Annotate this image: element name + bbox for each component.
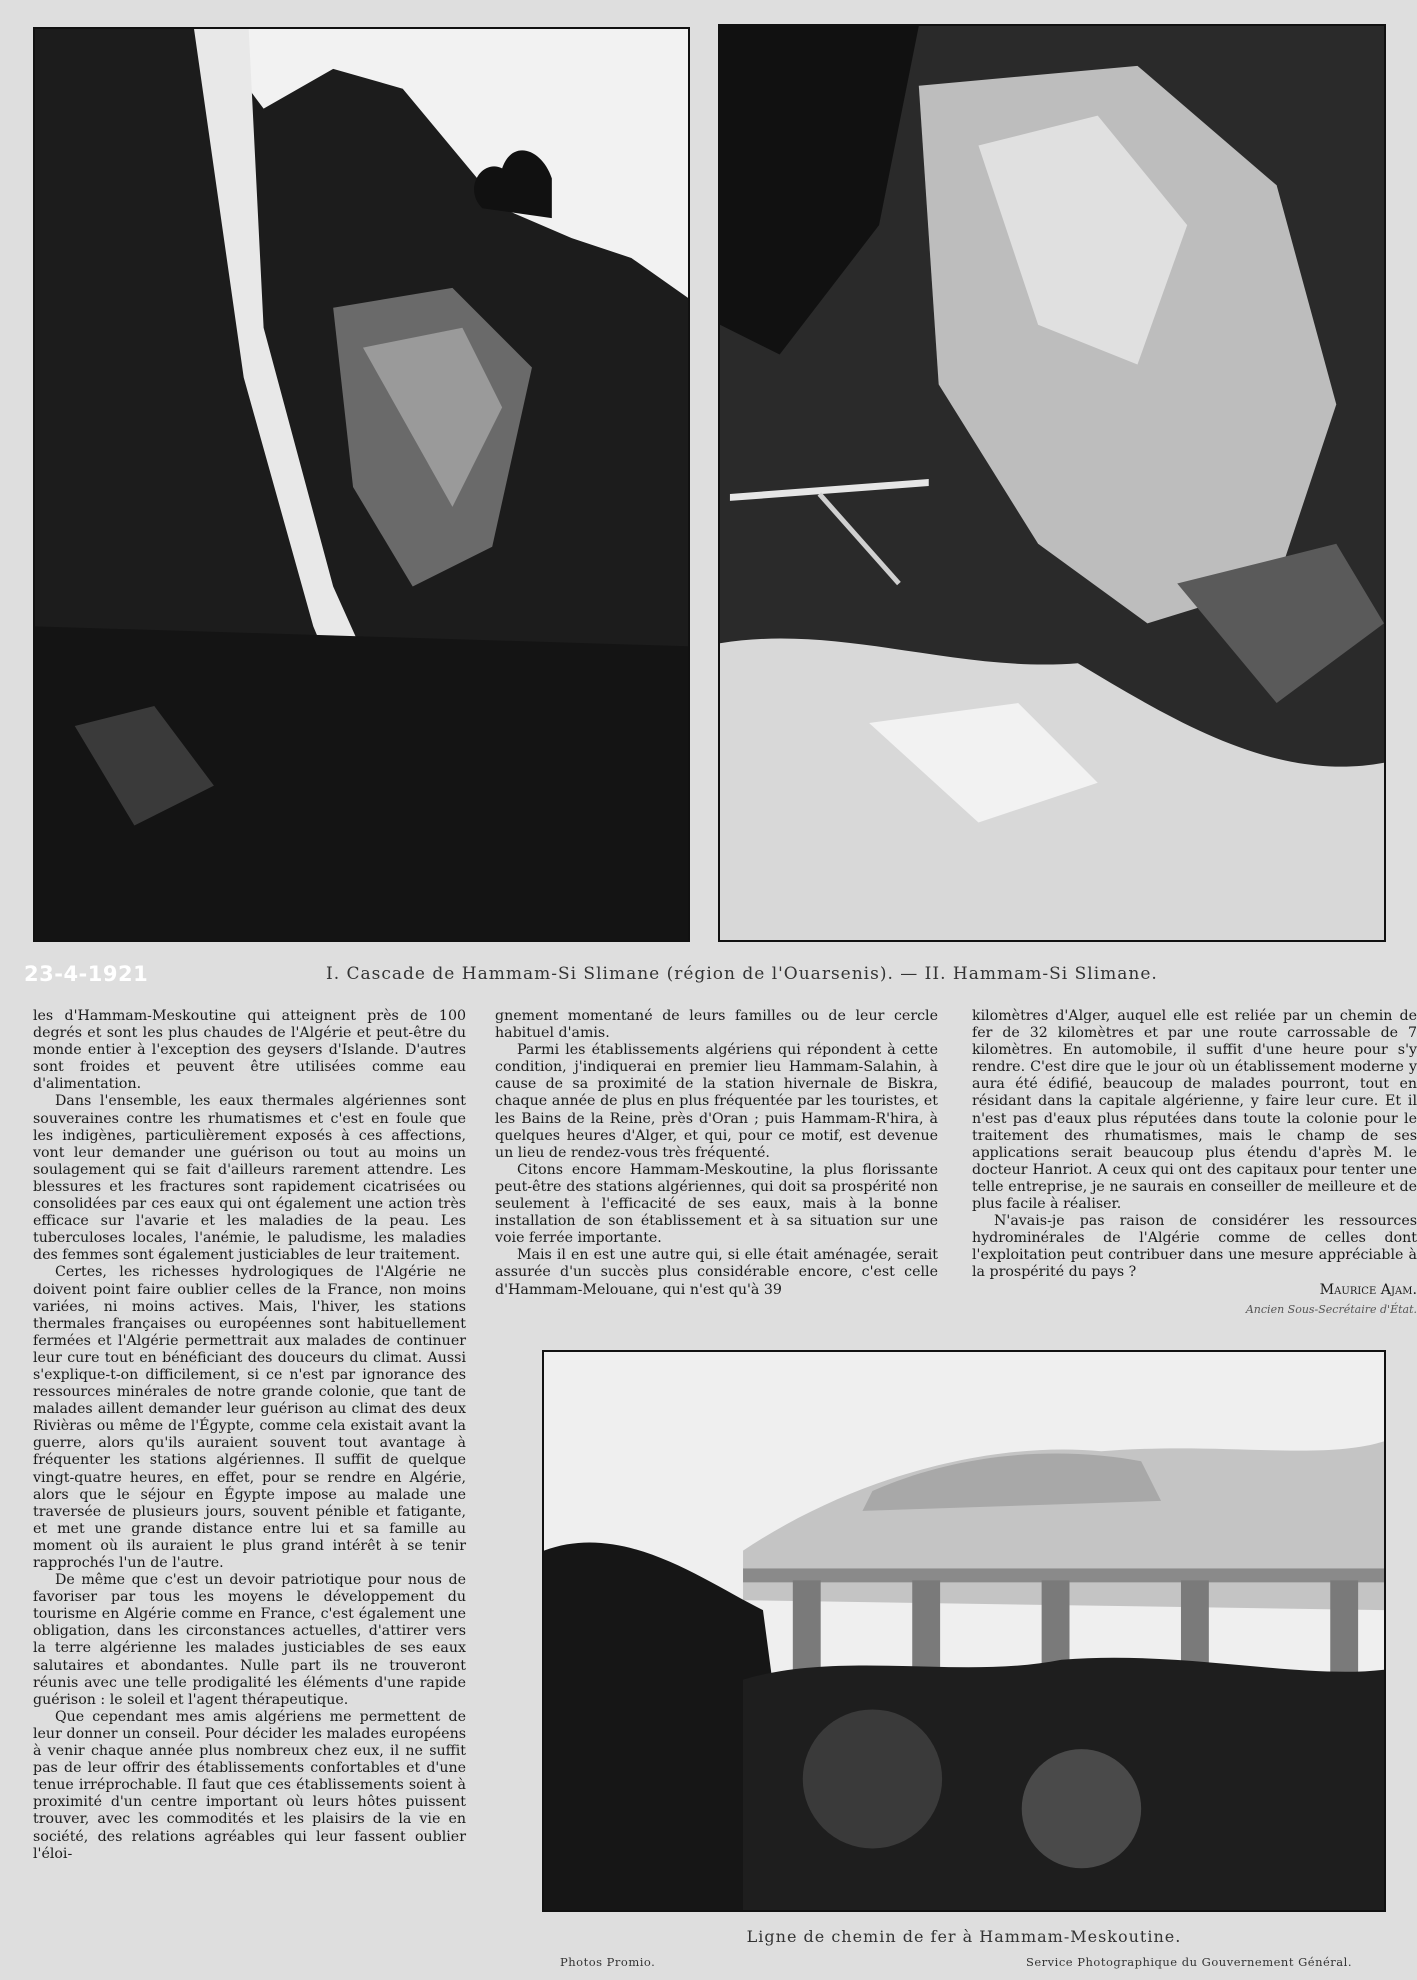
gorge-bridge-photo	[718, 24, 1386, 942]
viaduct-photo	[542, 1350, 1386, 1912]
paragraph: N'avais-je pas raison de considérer les ressources hydrominérales de l'Algérie comme de celles dont l'exploitation peut contribuer dans une mesure appréciable à la prospérité du pays ?	[972, 1213, 1417, 1281]
viaduct-caption: Ligne de chemin de fer à Hammam-Meskoutine.	[746, 1927, 1182, 1946]
paragraph: De même que c'est un devoir patriotique pour nous de favoriser par tous les moyens le développement du tourisme en Algérie comme en France, c'est également une obligation, dans les circonstances actuelles, d'attirer vers la terre algérienne les malades justiciables de ses eaux salutaires et abondantes. Nulle part ils ne trouveront réunis avec une telle prodigalité les éléments d'une rapide guérison : le soleil et l'agent thérapeutique.	[33, 1572, 466, 1708]
top-photos-caption: I. Cascade de Hammam-Si Slimane (région de l'Ouarsenis). — II. Hammam-Si Slimane.	[326, 964, 1158, 984]
date-stamp: 23-4-1921	[24, 962, 149, 986]
paragraph: Certes, les richesses hydrologiques de l'Algérie ne doivent point faire oublier celles de la France, non moins variées, ni moins actives. Mais, l'hiver, les stations thermales françaises ou européennes sont habituellement fermées et l'Algérie permettrait aux malades de continuer leur cure tout en bénéficiant des douceurs du climat. Aussi s'explique-t-on difficilement, si ce n'est par ignorance des ressources minérales de notre grande colonie, que tant de malades aillent demander leur guérison au climat des deux Rivièras ou même de l'Égypte, comme cela existait avant la guerre, alors qu'ils auraient souvent tout avantage à fréquenter les stations algériennes. Il suffit de quelque vingt-quatre heures, en effet, pour se rendre en Algérie, alors que le séjour en Égypte impose au malade une traversée de plusieurs jours, souvent pénible et fatigante, et met une grande distance entre lui et sa famille au moment où ils auraient le plus grand intérêt à se tenir rapprochés l'un de l'autre.	[33, 1264, 466, 1571]
author-title: Ancien Sous-Secrétaire d'État.	[1245, 1302, 1417, 1316]
paragraph: kilomètres d'Alger, auquel elle est reliée par un chemin de fer de 32 kilomètres et par une route carrossable de 7 kilomètres. En automobile, il suffit d'une heure pour s'y rendre. C'est dire que le jour où un établissement moderne y aura été édifié, beaucoup de malades pourront, tout en résidant dans la capitale algérienne, y faire leur cure. Et il n'est pas d'eaux plus réputées dans toute la colonie pour le traitement des rhumatismes, mais le champ de ses applications serait beaucoup plus étendu d'après M. le docteur Hanriot. A ceux qui ont des capitaux pour tenter une telle entreprise, je ne saurais en conseiller de meilleure et de plus facile à réaliser.	[972, 1008, 1417, 1213]
paragraph: gnement momentané de leurs familles ou de leur cercle habituel d'amis.	[495, 1008, 938, 1042]
photo-credit-right: Service Photographique du Gouvernement Général.	[1026, 1955, 1352, 1969]
article-column-2	[495, 1008, 938, 1299]
paragraph: Que cependant mes amis algériens me permettent de leur donner un conseil. Pour décider les malades européens à venir chaque année plus nombreux chez eux, il ne suffit pas de leur offrir des établissements confortables et d'une tenue irréprochable. Il faut que ces établissements soient à proximité d'un centre important où leurs hôtes puissent trouver, avec les commodités et les plaisirs de la vie en société, des relations agréables qui leur fassent oublier l'éloi-	[33, 1708, 466, 1862]
photo-credit-left: Photos Promio.	[560, 1955, 656, 1969]
author-signature: Maurice Ajam.	[1319, 1281, 1417, 1298]
waterfall-photo	[33, 27, 690, 942]
paragraph: Mais il en est une autre qui, si elle était aménagée, serait assurée d'un succès plus considérable encore, c'est celle d'Hammam-Melouane, qui n'est qu'à 39	[495, 1247, 938, 1298]
article-column-1	[33, 1008, 466, 1863]
paragraph: Dans l'ensemble, les eaux thermales algériennes sont souveraines contre les rhumatismes et c'est en foule que les indigènes, particulièrement exposés à ces affections, vont leur demander une guérison ou tout au moins un soulagement qui se fait d'ailleurs rarement attendre. Les blessures et les fractures sont rapidement cicatrisées ou consolidées par ces eaux qui ont également une action très efficace sur l'avarie et les maladies de la peau. Les tuberculoses locales, l'anémie, le paludisme, les maladies des femmes sont également justiciables de leur traitement.	[33, 1093, 466, 1264]
paragraph: les d'Hammam-Meskoutine qui atteignent près de 100 degrés et sont les plus chaudes de l'Algérie et peut-être du monde entier à l'exception des geysers d'Islande. D'autres sont froides et peuvent être utilisées comme eau d'alimentation.	[33, 1008, 466, 1093]
paragraph: Parmi les établissements algériens qui répondent à cette condition, j'indiquerai en premier lieu Hammam-Salahin, à cause de sa proximité de la station hivernale de Biskra, chaque année de plus en plus fréquentée par les touristes, et les Bains de la Reine, près d'Oran ; puis Hammam-R'hira, à quelques heures d'Alger, et qui, pour ce motif, est devenue un lieu de rendez-vous très fréquenté.	[495, 1042, 938, 1161]
paragraph: Citons encore Hammam-Meskoutine, la plus florissante peut-être des stations algériennes, qui doit sa prospérité non seulement à l'efficacité de ses eaux, mais à la bonne installation de son établissement et à sa situation sur une voie ferrée importante.	[495, 1161, 938, 1247]
article-column-3	[972, 1008, 1417, 1318]
